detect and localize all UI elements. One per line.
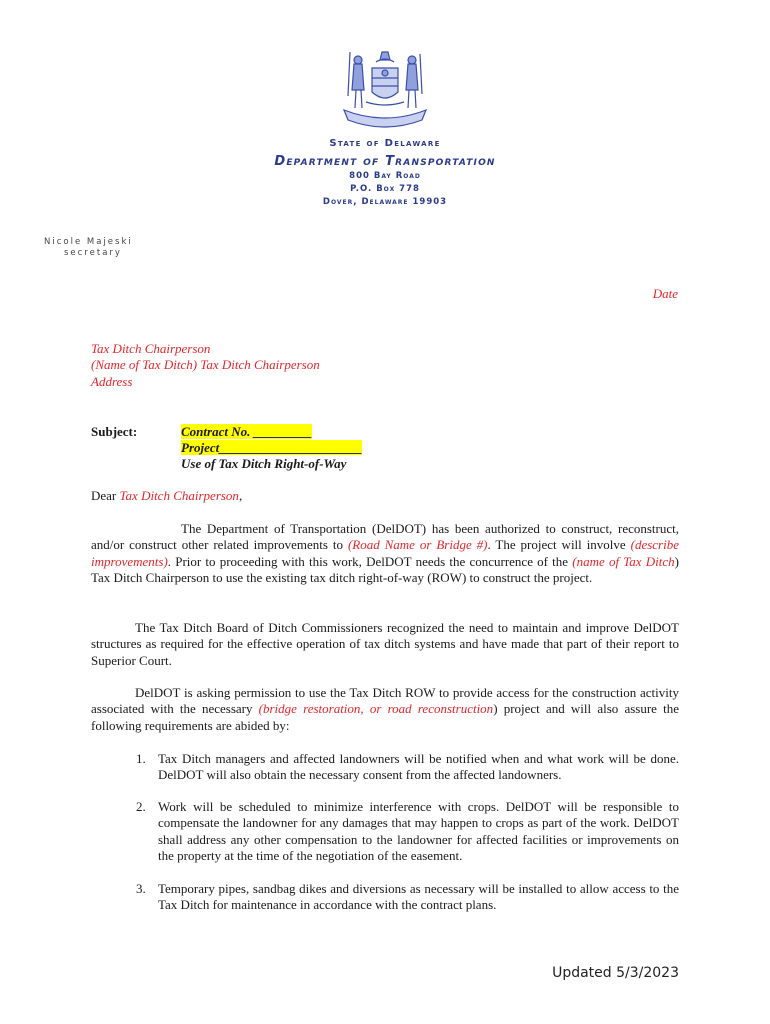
body-paragraph-1 [91, 521, 679, 587]
letterhead-city: Dover, Delaware 19903 [322, 197, 448, 207]
requirement-item [136, 881, 679, 914]
recipient-line-3: Address [91, 374, 133, 389]
requirement-item [136, 799, 679, 865]
requirement-text: Temporary pipes, sandbag dikes and diversions as necessary will be installed to allow access to the Tax Ditch for maintenance in accordance with the contract plans. [158, 881, 679, 913]
requirement-number: 1. [136, 751, 146, 766]
recipient-line-2: (Name of Tax Ditch) Tax Ditch Chairperson [91, 357, 320, 372]
p1-text-3: . Prior to proceeding with this work, DelDOT needs the concurrence of the [167, 553, 573, 569]
requirement-number: 3. [136, 881, 146, 896]
letterhead-street: 800 Bay Road [349, 171, 421, 181]
delaware-state-seal-icon [336, 46, 434, 130]
p3-text-1: DelDOT is asking permission to use the Tax Ditch ROW to provide access for the construction activity associated with the necessary [91, 685, 679, 717]
requirement-number: 2. [136, 799, 146, 814]
subject-use: Use of Tax Ditch Right-of-Way [181, 456, 347, 471]
p1-placeholder-tax-ditch: (name of Tax Ditch [572, 553, 675, 569]
recipient-line-1: Tax Ditch Chairperson [91, 341, 211, 356]
subject-contract [181, 424, 312, 440]
letterhead-state: State of Delaware [329, 138, 441, 149]
secretary-title: secretary [64, 248, 122, 258]
salutation-suffix: , [238, 488, 243, 503]
salutation-name: Tax Ditch Chairperson [119, 488, 239, 503]
subject-contract-text: Contract No. _________ [181, 424, 313, 439]
requirement-text: Tax Ditch managers and affected landowners will be notified when and what work will be done. DelDOT will also obtain the necessary consent from the affected landowners. [158, 751, 679, 783]
letterhead-po-box: P.O. Box 778 [350, 184, 420, 194]
p1-text-2: . The project will involve [487, 537, 631, 553]
salutation-prefix: Dear [91, 488, 120, 503]
requirement-text: Work will be scheduled to minimize interference with crops. DelDOT will be responsible to compensate the landowner for any damages that may happen to crops as part of the work. DelDOT shall address any other compensation to the landowner for affected facilities or improvements on the property at the time of the negotiation of the easement. [158, 799, 679, 864]
subject-label: Subject: [91, 424, 138, 439]
updated-date-footer: Updated 5/3/2023 [552, 965, 679, 981]
p1-text-4: ) Tax Ditch Chairperson to use the existing tax ditch right-of-way (ROW) to construct the project. [91, 553, 679, 586]
p2-text: The Tax Ditch Board of Ditch Commissioners recognized the need to maintain and improve DelDOT structures as required for the effective operation of tax ditch systems and have made that part of their report to Superior Court. [91, 620, 679, 668]
letterhead-department: Department of Transportation [274, 154, 496, 169]
salutation [91, 488, 242, 504]
p1-text-1: The Department of Transportation (DelDOT) has been authorized to construct, reconstruct, and/or construct other related improvements to [91, 521, 679, 553]
body-paragraph-2 [91, 620, 679, 669]
p3-placeholder-work: (bridge restoration, or road reconstruction [258, 701, 494, 717]
p3-text-2: ) project and will also assure the following requirements are abided by: [91, 701, 679, 733]
p1-placeholder-road: (Road Name or Bridge #) [347, 537, 488, 553]
body-paragraph-3 [91, 685, 679, 734]
requirement-item [136, 751, 679, 784]
secretary-name: Nicole Majeski [44, 237, 133, 247]
subject-project [181, 440, 362, 456]
letter-date: Date [652, 286, 678, 301]
subject-project-text: Project______________________ [181, 440, 363, 455]
p1-placeholder-improvements: (describe improvements) [91, 537, 679, 569]
